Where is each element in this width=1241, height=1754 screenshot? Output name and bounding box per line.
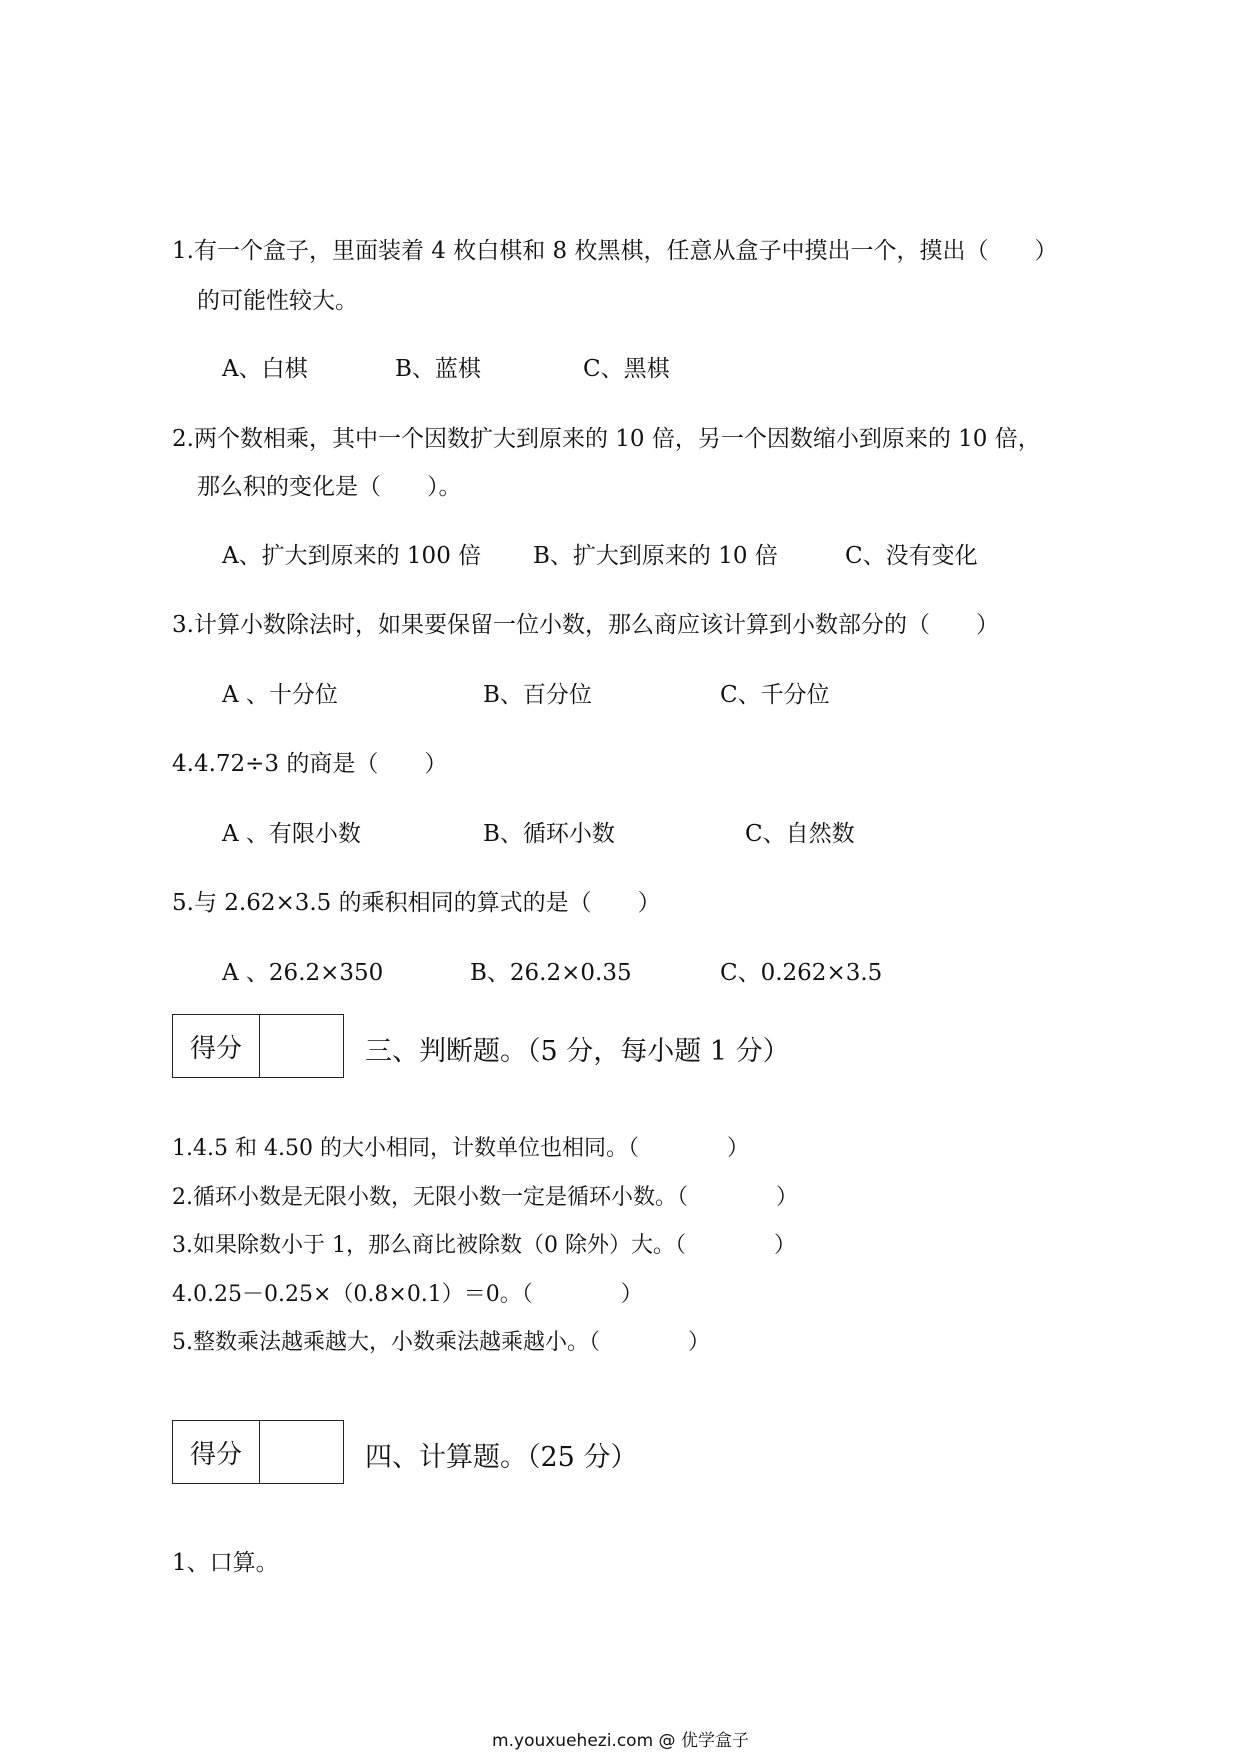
section4-score-box (172, 1420, 344, 1484)
judge-item-1: 1.4.5 和 4.50 的大小相同，计数单位也相同。（ ） (172, 1136, 749, 1161)
question-5-option-c: C、0.262×3.5 (720, 960, 883, 986)
section4-title: 四、计算题。（25 分） (365, 1442, 638, 1473)
question-2-line2: 那么积的变化是（ ）。 (197, 474, 462, 500)
question-5-line1: 5.与 2.62×3.5 的乘积相同的算式的是（ ） (172, 890, 661, 916)
question-5-option-b: B、26.2×0.35 (470, 960, 632, 986)
question-4-option-b: B、循环小数 (483, 821, 615, 847)
question-2-option-b: B、扩大到原来的 10 倍 (533, 543, 778, 569)
judge-item-4: 4.0.25－0.25×（0.8×0.1）＝0。（ ） (172, 1282, 643, 1307)
section4-score-label: 得分 (173, 1421, 260, 1483)
question-1-option-a: A、白棋 (222, 356, 308, 382)
question-1-line1: 1.有一个盒子，里面装着 4 枚白棋和 8 枚黑棋，任意从盒子中摸出一个，摸出（ ） (172, 238, 1058, 264)
section3-title: 三、判断题。（5 分，每小题 1 分） (365, 1036, 790, 1067)
question-3-option-b: B、百分位 (483, 682, 592, 708)
judge-item-5: 5.整数乘法越乘越大，小数乘法越乘越小。（ ） (172, 1330, 710, 1355)
section4-score-input[interactable] (260, 1421, 343, 1483)
footer-watermark: m.youxuehezi.com @ 优学盒子 (492, 1731, 749, 1751)
section3-score-input[interactable] (260, 1015, 343, 1077)
judge-item-2: 2.循环小数是无限小数，无限小数一定是循环小数。（ ） (172, 1185, 798, 1210)
question-3-line1: 3.计算小数除法时，如果要保留一位小数，那么商应该计算到小数部分的（ ） (172, 612, 999, 638)
question-5-option-a: A 、26.2×350 (222, 960, 384, 986)
question-1-line2: 的可能性较大。 (197, 288, 358, 314)
question-4-option-c: C、自然数 (745, 821, 855, 847)
question-4-line1: 4.4.72÷3 的商是（ ） (172, 751, 448, 777)
section3-score-box (172, 1014, 344, 1078)
section4-sub1: 1、口算。 (172, 1550, 279, 1576)
judge-item-3: 3.如果除数小于 1，那么商比被除数（0 除外）大。（ ） (172, 1233, 796, 1258)
question-1-option-b: B、蓝棋 (395, 356, 481, 382)
question-4-option-a: A 、有限小数 (222, 821, 361, 847)
question-2-option-c: C、没有变化 (845, 543, 978, 569)
question-3-option-c: C、千分位 (720, 682, 830, 708)
question-2-line1: 2.两个数相乘，其中一个因数扩大到原来的 10 倍，另一个因数缩小到原来的 10 倍， (172, 426, 1041, 452)
section3-score-label: 得分 (173, 1015, 260, 1077)
question-3-option-a: A 、十分位 (222, 682, 338, 708)
question-1-option-c: C、黑棋 (583, 356, 670, 382)
question-2-option-a: A、扩大到原来的 100 倍 (222, 543, 482, 569)
